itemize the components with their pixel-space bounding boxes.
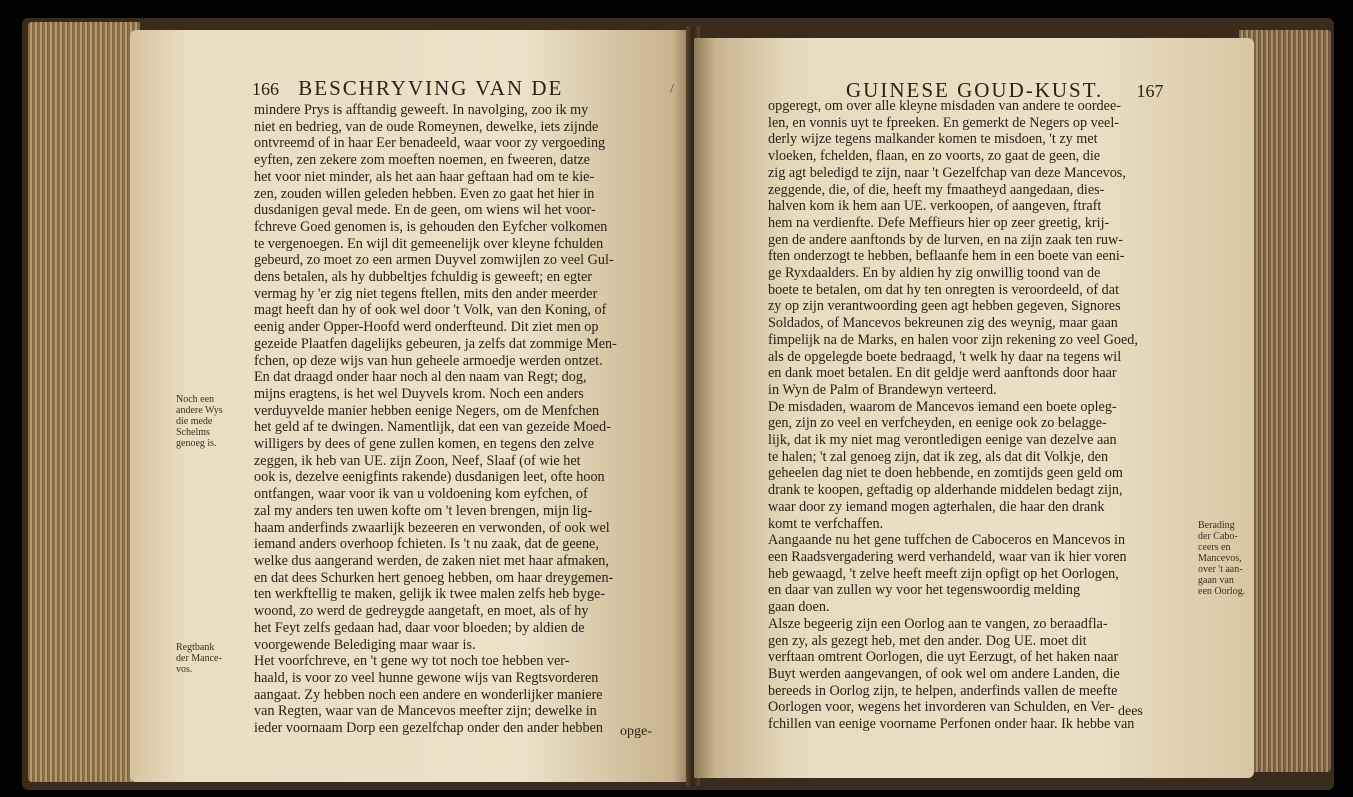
text-line: fchreve Goed genomen is, is gehouden den Eyfcher volkomen	[254, 218, 608, 235]
text-line: dens betalen, als hy dubbeltjes fchuldig is geweeft; en egter	[254, 269, 593, 286]
text-line: bereeds in Oorlog zijn, te helpen, anderfinds vallen de meefte	[768, 682, 1118, 699]
text-line: verduyvelde manier hebben eenige Negers, om de Menfchen	[254, 402, 600, 419]
text-line: opgeregt, om over alle kleyne misdaden van andere te oordee-	[768, 98, 1121, 114]
text-line: drank te koopen, geftadig op alderhande middelen bedagt zijn,	[768, 482, 1123, 499]
text-line: eyften, zen zekere zom moeften noemen, en fweeren, datze	[254, 152, 590, 169]
text-line: woond, zo werd de gedreygde aangetaft, en moet, als of hy	[254, 603, 589, 620]
text-line: gebeurd, zo moet zo een armen Duyvel zomwijlen zo veel Gul-	[254, 252, 614, 269]
text-line: eenig ander Opper-Hoofd werd onderfteund. Dit ziet men op	[254, 319, 599, 336]
text-line: over 't aan-	[1198, 564, 1243, 575]
text-line: zig agt beledigd te zijn, naar 't Gezelfchap van deze Mancevos,	[768, 164, 1126, 181]
text-line: het Feyt zelfs gedaan had, daar voor bloeden; by aldien de	[254, 619, 585, 636]
text-line: Noch een	[176, 394, 215, 405]
text-line: willigers by dees of gene zullen komen, en tegens den zelve	[254, 436, 594, 453]
left-running-head	[252, 76, 563, 101]
text-line: ten werkftellig te maken, gelijk ik twee malen zelfs heb byge-	[254, 586, 606, 603]
text-line: magt heeft dan hy of ook wel door 't Volk, van den Koning, of	[254, 302, 607, 319]
text-line: ge Ryxdaalders. En by aldien hy zig onwillig toond van de	[768, 265, 1101, 282]
text-line: fimpelijk na de Marks, en halen voor zijn rekening zo veel Goed,	[768, 331, 1138, 348]
left-margin-note-2	[176, 642, 222, 675]
text-line: Oorlogen voor, wegens het invorderen van Schulden, en Ver-	[768, 699, 1115, 716]
text-line: gen, zijn zo veel en verfcheyden, en eenige ook zo belagge-	[768, 415, 1107, 432]
text-line: ceers en	[1198, 542, 1231, 553]
text-line: derly wijze tegens malkander komen te misdoen, 't zy met	[768, 131, 1098, 148]
text-line: als de opgelegde boete bedraagd, 't welk hy daar na tegens wil	[768, 348, 1122, 365]
text-line: een Oorlog.	[1198, 586, 1246, 597]
text-line: ook is, dezelve eenigfints rakende) dusdanigen leet, ofte hoon	[254, 469, 605, 486]
text-line: niet en bedrieg, van de oude Romeynen, dewelke, iets zijnde	[254, 118, 599, 135]
text-line: waar door zy iemand mogen agterhalen, die haar den drank	[768, 498, 1105, 515]
text-line: zeggende, die, of die, heeft my fmaatheyd aangedaan, dies-	[768, 181, 1105, 198]
text-line: gezeide Plaatfen dagelijks gebeuren, ja zelfs dat zommige Men-	[254, 335, 617, 352]
text-line: der Cabo-	[1198, 531, 1238, 542]
text-line: mijns eragtens, is het wel Duyvels krom. Noch een anders	[254, 385, 584, 402]
text-line: hem na verdienfte. Defe Meffieurs hier op zeer greetig, krij-	[768, 214, 1110, 231]
text-line: Mancevos,	[1198, 553, 1242, 564]
text-line: halven kom ik hem aan UE. verkoopen, of aangeven, ftraft	[768, 198, 1102, 215]
text-line: En dat draagd onder haar noch al den naam van Regt; dog,	[254, 369, 587, 386]
text-line: ieder voornaam Dorp een gezelfchap onder den ander hebben	[254, 720, 604, 737]
text-line: Het voorfchreve, en 't gene wy tot noch toe hebben ver-	[254, 653, 570, 670]
printer-mark: /	[670, 82, 674, 97]
text-line: zeggen, ik heb van UE. zijn Zoon, Neef, Slaaf (of wie het	[254, 452, 581, 469]
text-line: het voor niet minder, als het aan haar geftaan had om te kie-	[254, 168, 595, 185]
right-catchword: dees	[1118, 704, 1143, 719]
text-line: welke dus aangerand werden, de zaken niet met haar afmaken,	[254, 552, 609, 569]
text-line: gaan doen.	[768, 599, 830, 616]
text-line: geheelen dag niet te doen hebbende, en zomtijds geen geld om	[768, 465, 1123, 482]
text-line: en dank moet betalen. En dit geldje werd aanftonds door haar	[768, 365, 1117, 382]
left-page-edges	[28, 22, 140, 782]
right-running-head-title: GUINESE GOUD-KUST.	[846, 78, 1104, 102]
text-line: andere Wys	[176, 405, 223, 416]
text-line: heb gewaagd, 't zelve heeft meeft zijn opfigt op het Oorlogen,	[768, 565, 1119, 582]
text-line: Schelms	[176, 427, 210, 438]
text-line: lijk, dat ik my niet mag verontledigen eenige van dezelve aan	[768, 432, 1117, 449]
text-line: die mede	[176, 416, 213, 427]
text-line: in Wyn de Palm of Brandewyn verteerd.	[768, 381, 997, 398]
text-line: mindere Prys is afftandig geweeft. In navolging, zoo ik my	[254, 102, 589, 118]
left-running-head-title: BESCHRYVING VAN DE	[298, 76, 564, 100]
text-line: vermag hy 'er zig niet tegens ftellen, mits den ander meerder	[254, 285, 598, 302]
text-line: haam anderfinds zwaarlijk bezeeren en verwonden, of ook wel	[254, 519, 610, 536]
text-line: Regtbank	[176, 642, 215, 653]
text-line: fchillen van eenige voorname Perfonen onder haar. Ik hebbe van	[768, 716, 1135, 733]
text-line: een Raadsvergadering werd verhandeld, waar van ik hier voren	[768, 548, 1127, 565]
text-line: genoeg is.	[176, 438, 217, 449]
text-line: ontfangen, waar voor ik van u voldoening kom eyfchen, of	[254, 486, 588, 503]
text-line: der Mance-	[176, 653, 222, 664]
text-line: zy op zijn verantwoording geen agt hebben gegeven, Signores	[768, 298, 1121, 315]
left-page-number: 166	[252, 79, 279, 99]
text-line: zal my anders ten uwen kofte om 't leven brengen, mijn lig-	[254, 502, 593, 519]
text-line: Alsze begeerig zijn een Oorlog aan te vangen, zo beraadfla-	[768, 615, 1108, 632]
text-line: len, en vonnis uyt te fpreeken. En gemerkt de Negers op veel-	[768, 114, 1120, 131]
text-line: komt te verfchaffen.	[768, 515, 884, 532]
text-line: het geld af te dwingen. Namentlijk, dat een van gezeide Moed-	[254, 419, 611, 436]
text-line: Aangaande nu het gene tuffchen de Caboceros en Mancevos in	[768, 532, 1126, 549]
right-margin-note	[1198, 520, 1245, 597]
text-line: De misdaden, waarom de Mancevos iemand een boete opleg-	[768, 398, 1117, 415]
text-line: Soldados, of Mancevos bekreunen zig des weynig, maar gaan	[768, 315, 1118, 332]
left-catchword: opge-	[620, 724, 652, 739]
text-line: te vergenoegen. En wijl dit gemeenelijk over kleyne fchulden	[254, 235, 604, 252]
text-line: aangaat. Zy hebben noch een andere en wonderlijker maniere	[254, 686, 603, 703]
text-line: en dat dees Schurken hert genoeg hebben, om haar dreygemen-	[254, 569, 614, 586]
text-line: gen zy, als gezegt heb, met den ander. Dog UE. moet dit	[768, 632, 1087, 649]
text-line: gen de andere aanftonds by de lurven, en na zijn zaak ten ruw-	[768, 231, 1123, 248]
text-line: dusdanigen geval mede. En de geen, om wiens wil het voor-	[254, 202, 596, 219]
text-line: verftaan omtrent Oorlogen, die uyt Eerzugt, of het haken naar	[768, 649, 1119, 666]
text-line: van Regten, waar van de Mancevos meefter zijn; dewelke in	[254, 703, 597, 720]
text-line: vloeken, fchelden, flaan, en zo voorts, zo gaat de geen, die	[768, 148, 1101, 165]
right-page	[694, 38, 1254, 778]
text-line: ften onderzogt te hebben, beflaanfe hem in een boete van eeni-	[768, 248, 1125, 265]
text-line: iemand anders overhoop fchieten. Is 't nu zaak, dat de geene,	[254, 536, 599, 553]
right-page-number: 167	[1136, 81, 1164, 101]
text-line: gaan van	[1198, 575, 1234, 586]
text-line: Buyt werden aangevangen, of ook wel om andere Landen, die	[768, 665, 1120, 682]
text-line: vos.	[176, 664, 193, 675]
left-body-text	[254, 102, 672, 737]
left-page	[130, 30, 690, 782]
text-line: voorgewende Belediging maar waar is.	[254, 636, 476, 653]
text-line: Berading	[1198, 520, 1235, 531]
text-line: fchen, op deze wijs van hun geheele armoedje werden ontzet.	[254, 352, 603, 369]
text-line: te halen; 't zal genoeg zijn, dat ik zeg, als dat dit Volkje, den	[768, 448, 1109, 465]
right-body-text	[768, 98, 1188, 733]
text-line: en daar van zullen wy voor het tegenswoordig melding	[768, 582, 1081, 599]
text-line: zen, zouden willen geleden hebben. Even zo gaat het hier in	[254, 185, 595, 202]
left-margin-note-1	[176, 394, 223, 449]
text-line: ontvreemd of in haar Eer benadeeld, waar voor zy vergoeding	[254, 135, 606, 152]
text-line: haald, is voor zo veel hunne gewone wijs van Regtsvorderen	[254, 669, 599, 686]
text-line: boete te betalen, om dat hy ten onregten is veroordeeld, of dat	[768, 281, 1120, 298]
